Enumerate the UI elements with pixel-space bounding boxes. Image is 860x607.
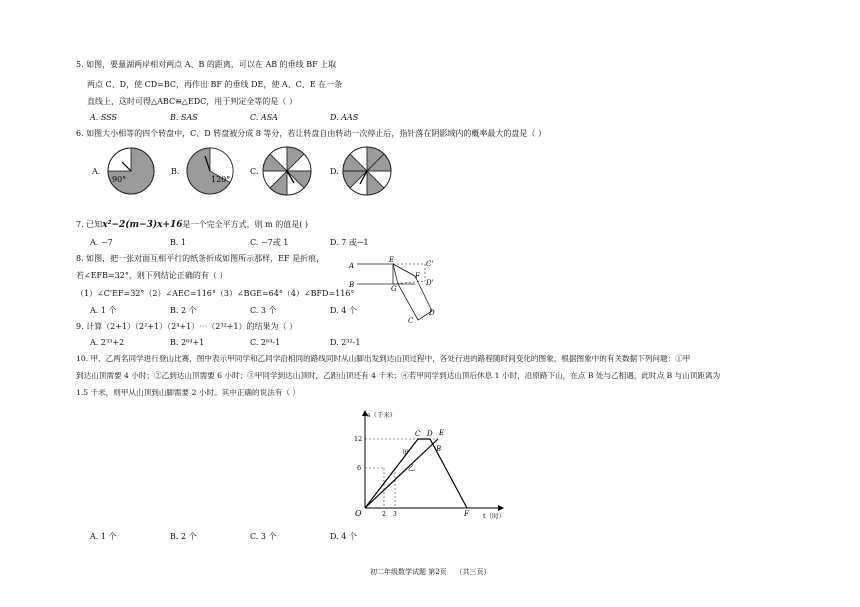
q7-stem (76, 220, 308, 231)
q8-option-a: A. 1 个 (90, 306, 117, 315)
q7-option-c: C. −7或 1 (250, 238, 289, 247)
svg-text:B: B (349, 281, 355, 289)
q7-stem-pre: 7. 已知 (76, 220, 103, 229)
q6-spinner-c (260, 147, 314, 195)
q8-folded-strip-diagram (345, 254, 435, 326)
q9-option-b: B. 2⁶⁴+1 (170, 338, 205, 347)
svg-text:G: G (391, 285, 397, 293)
q10-line-2: 到达山顶需要 4 小时；②乙到达山顶需要 6 小时；③甲同学到达山顶时，乙距山顶还有 4 千米；④若甲同学到达山顶后休息 1 小时，沿原路下山，在点 B 处与乙相遇，此时点 B 与山顶距离为 (76, 371, 721, 380)
q9-stem: 9. 计算（2+1）（2²+1）（2⁴+1）⋯（2³²+1）的结果为（ ） (76, 322, 298, 331)
q10-distance-time-graph (348, 408, 508, 520)
q10-option-b: B. 2 个 (170, 532, 197, 541)
q7-stem-post: 是一个完全平方式，则 m 的值是( ) (182, 220, 309, 229)
q8-option-c: C. 3 个 (250, 306, 277, 315)
q10-line-3: 1.5 千米，则甲从山顶到山脚需要 2 小时。其中正确的说法有（ ） (76, 388, 300, 397)
q10-y-tick-6: 6 (357, 464, 362, 472)
q10-option-d: D. 4 个 (330, 532, 357, 541)
q6-label-c: C. (250, 167, 259, 176)
q10-series-yi-label: 乙 (408, 464, 415, 472)
q5-option-a: A. SSS (90, 113, 118, 122)
footer-pages: （共三页） (455, 568, 491, 576)
q8-line-3: （1）∠C'EF=32°（2）∠AEC=116°（3）∠BGE=64°（4）∠BFD=116° (76, 289, 355, 298)
q10-option-a: A. 1 个 (90, 532, 117, 541)
q10-point-b: B (436, 445, 442, 453)
q6-label-a: A. (92, 167, 101, 176)
q10-point-d: D (427, 430, 433, 438)
q6-spinner-d (340, 147, 394, 195)
svg-text:F: F (415, 272, 420, 280)
q9-option-c: C. 2⁶⁴-1 (250, 338, 281, 347)
q10-option-c: C. 3 个 (250, 532, 277, 541)
svg-text:C': C' (426, 260, 434, 268)
q10-x-axis-label: t（时） (483, 512, 506, 520)
svg-text:C: C (408, 317, 414, 325)
q6-label-b: B. (171, 167, 180, 176)
q5-line-2: 两点 C、D，使 CD=BC，再作出 BF 的垂线 DE，使 A、C、E 在一条 (87, 80, 343, 89)
q10-point-c: C (415, 430, 421, 438)
q10-series-jia-label: 甲 (402, 449, 409, 457)
q8-option-d: D. 4 个 (330, 306, 357, 315)
q5-line-1: 5. 如图，要量湖两岸相对两点 A、B 的距离，可以在 AB 的垂线 BF 上取 (76, 60, 337, 69)
q5-option-b: B. SAS (170, 113, 198, 122)
q10-y-tick-12: 12 (354, 435, 363, 443)
q7-option-a: A. −7 (90, 238, 113, 247)
svg-text:E: E (389, 256, 395, 264)
q6-spinner-a (104, 148, 158, 194)
q6-label-d: D. (330, 167, 339, 176)
q10-point-f: F (464, 510, 469, 518)
q10-y-axis-label: s（千米） (367, 411, 397, 419)
q10-origin-label: O (355, 509, 362, 518)
q10-line-1: 10. 甲、乙两名同学进行登山比赛，图中表示甲同学和乙同学沿相同的路线同时从山脚出发到达山顶过程中，各处行进的路程随时间变化的图象，根据图象中的有关数据下列问题：①甲 (76, 354, 691, 363)
q8-line-2: 若∠EFB=32°，则下列结论正确的有（ ） (76, 271, 228, 280)
svg-text:A: A (349, 262, 355, 270)
q6-angle-a-label: 90° (112, 175, 127, 184)
q10-x-tick-3: 3 (393, 511, 397, 518)
q7-option-b: B. 1 (170, 238, 187, 247)
q6-stem: 6. 如图大小相等的四个转盘中，C、D 转盘被分成 8 等分，若让转盘自由转动一次停止后，指针落在阴影域内的概率最大的盘是（ ） (76, 129, 546, 138)
page-footer (370, 568, 491, 576)
q10-point-e: E (439, 429, 445, 437)
q5-line-3: 直线上，这时可得△ABC≌△EDC，用于判定全等的是（ ） (87, 97, 297, 106)
q7-option-d: D. 7 或−1 (330, 238, 369, 247)
q5-option-c: C. ASA (250, 113, 278, 122)
q8-line-1: 8. 如图，把一张对面互相平行的纸条折成如图所示那样，EF 是折痕， (76, 254, 325, 263)
q8-option-b: B. 2 个 (170, 306, 197, 315)
svg-text:D': D' (426, 279, 434, 287)
q6-angle-b-label: 120° (211, 175, 231, 184)
svg-text:D: D (429, 309, 435, 317)
q10-x-tick-2: 2 (382, 511, 386, 518)
q9-option-d: D. 2³²-1 (330, 338, 361, 347)
q9-option-a: A. 2³³+2 (90, 338, 125, 347)
q7-expression: x²−2(m−3)x+16 (102, 220, 183, 230)
q6-spinner-b (183, 148, 237, 194)
footer-title: 初二年级数学试题 第2页 (370, 568, 447, 576)
q5-option-d: D. AAS (330, 113, 359, 122)
